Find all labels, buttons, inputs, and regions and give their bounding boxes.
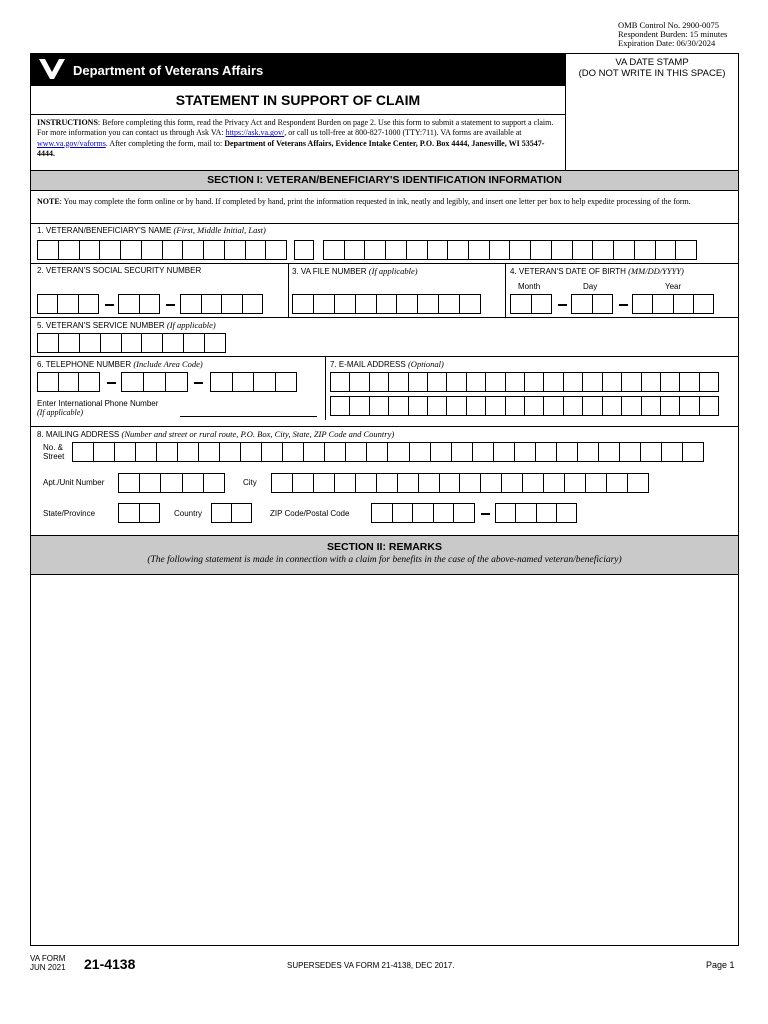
ssn-label: 2. VETERAN'S SOCIAL SECURITY NUMBER xyxy=(37,266,202,275)
form-number: 21-4138 xyxy=(84,956,136,972)
mailing-instructions: Department of Veterans Affairs, Evidence Intake Center, P.O. Box 4444, Janesville, WI 53547-4444. xyxy=(37,138,545,158)
form-title: STATEMENT IN SUPPORT OF CLAIM xyxy=(31,85,565,115)
expiration-date: Expiration Date: 06/30/2024 xyxy=(618,38,716,48)
omb-control-number: OMB Control No. 2900-0075 xyxy=(618,20,720,30)
international-phone-input[interactable] xyxy=(180,416,317,417)
apt-input[interactable] xyxy=(118,473,225,493)
remarks-input[interactable] xyxy=(31,575,738,945)
country-input[interactable] xyxy=(211,503,252,523)
note-text: : You may complete the form online or by hand. If completed by hand, print the information requested in ink, neatly and legibly, and insert one letter per box to help expedite processing of the form. xyxy=(59,197,691,206)
instructions-label: INSTRUCTIONS xyxy=(37,118,98,127)
street-input[interactable] xyxy=(72,442,704,462)
va-date-stamp xyxy=(565,54,738,170)
dob-year-label: Year xyxy=(665,282,682,291)
ask-va-link[interactable]: https://ask.va.gov/ xyxy=(225,128,285,138)
phone-prefix-input[interactable] xyxy=(121,372,188,392)
dob-day-label: Day xyxy=(583,282,598,291)
va-file-number-input[interactable] xyxy=(292,294,481,314)
stamp-title: VA DATE STAMP xyxy=(615,57,689,68)
dob-label: 4. VETERAN'S DATE OF BIRTH (MM/DD/YYYY) xyxy=(510,266,684,276)
va-logo-icon xyxy=(38,57,66,86)
mailing-address-label: 8. MAILING ADDRESS (Number and street or rural route, P.O. Box, City, State, ZIP Code and Country) xyxy=(37,429,395,439)
instructions-text-3: . After completing the form, mail to: xyxy=(105,138,225,148)
state-label: State/Province xyxy=(43,509,96,518)
last-name-input[interactable] xyxy=(323,240,697,260)
section-1-header: SECTION I: VETERAN/BENEFICIARY'S IDENTIFICATION INFORMATION xyxy=(31,171,738,190)
instructions-text-1: : Before completing this form, read the Privacy Act and Respondent Burden on page 2. Use this form to submit a statement to support a claim. For more information you can contact us through Ask VA: xyxy=(37,118,554,138)
phone-line-input[interactable] xyxy=(210,372,297,392)
instructions-text-2: , or call us toll-free at 800-827-1000 (TTY:711). VA forms are available at xyxy=(284,128,522,138)
dob-day-input[interactable] xyxy=(571,294,613,314)
ssn-part-1-input[interactable] xyxy=(37,294,99,314)
dob-month-label: Month xyxy=(518,282,541,291)
first-name-input[interactable] xyxy=(37,240,287,260)
note xyxy=(37,196,735,207)
name-label: 1. VETERAN/BENEFICIARY'S NAME (First, Middle Initial, Last) xyxy=(37,225,266,235)
section-2-title: SECTION II: REMARKS xyxy=(327,541,442,553)
dob-year-input[interactable] xyxy=(632,294,714,314)
telephone-label: 6. TELEPHONE NUMBER (Include Area Code) xyxy=(37,359,203,369)
service-number-input[interactable] xyxy=(37,333,226,353)
country-label: Country xyxy=(174,509,203,518)
email-input-line-1[interactable] xyxy=(330,372,719,392)
zip-label: ZIP Code/Postal Code xyxy=(270,509,350,518)
form-edition: VA FORM JUN 2021 xyxy=(30,954,66,972)
respondent-burden: Respondent Burden: 15 minutes xyxy=(618,29,728,39)
section-2-header xyxy=(31,536,738,574)
zip-extension-input[interactable] xyxy=(495,503,577,523)
service-number-label: 5. VETERAN'S SERVICE NUMBER (If applicable) xyxy=(37,320,216,330)
stamp-note: (DO NOT WRITE IN THIS SPACE) xyxy=(578,68,726,79)
city-input[interactable] xyxy=(271,473,649,493)
phone-area-code-input[interactable] xyxy=(37,372,100,392)
supersedes-note: SUPERSEDES VA FORM 21-4138, DEC 2017. xyxy=(287,961,455,970)
email-input-line-2[interactable] xyxy=(330,396,719,416)
agency-header xyxy=(31,54,565,85)
street-label: No. & Street xyxy=(43,443,65,461)
page-number: Page 1 xyxy=(706,960,735,970)
instructions xyxy=(37,118,562,159)
section-2-subtitle: (The following statement is made in connection with a claim for benefits in the case of the above-named veteran/beneficiary) xyxy=(147,555,622,565)
city-label: City xyxy=(243,478,257,487)
dob-month-input[interactable] xyxy=(510,294,552,314)
va-forms-link[interactable]: www.va.gov/vaforms xyxy=(37,138,106,148)
state-input[interactable] xyxy=(118,503,160,523)
zip-input[interactable] xyxy=(371,503,475,523)
apt-label: Apt./Unit Number xyxy=(43,478,105,487)
international-phone-label: Enter International Phone Number (If applicable) xyxy=(37,399,159,417)
va-file-number-label: 3. VA FILE NUMBER (If applicable) xyxy=(292,266,418,276)
middle-initial-input[interactable] xyxy=(294,240,314,260)
ssn-part-2-input[interactable] xyxy=(118,294,160,314)
note-label: NOTE xyxy=(37,197,60,206)
agency-name: Department of Veterans Affairs xyxy=(73,63,264,78)
omb-info xyxy=(618,21,727,48)
ssn-part-3-input[interactable] xyxy=(180,294,263,314)
email-label: 7. E-MAIL ADDRESS (Optional) xyxy=(330,359,444,369)
